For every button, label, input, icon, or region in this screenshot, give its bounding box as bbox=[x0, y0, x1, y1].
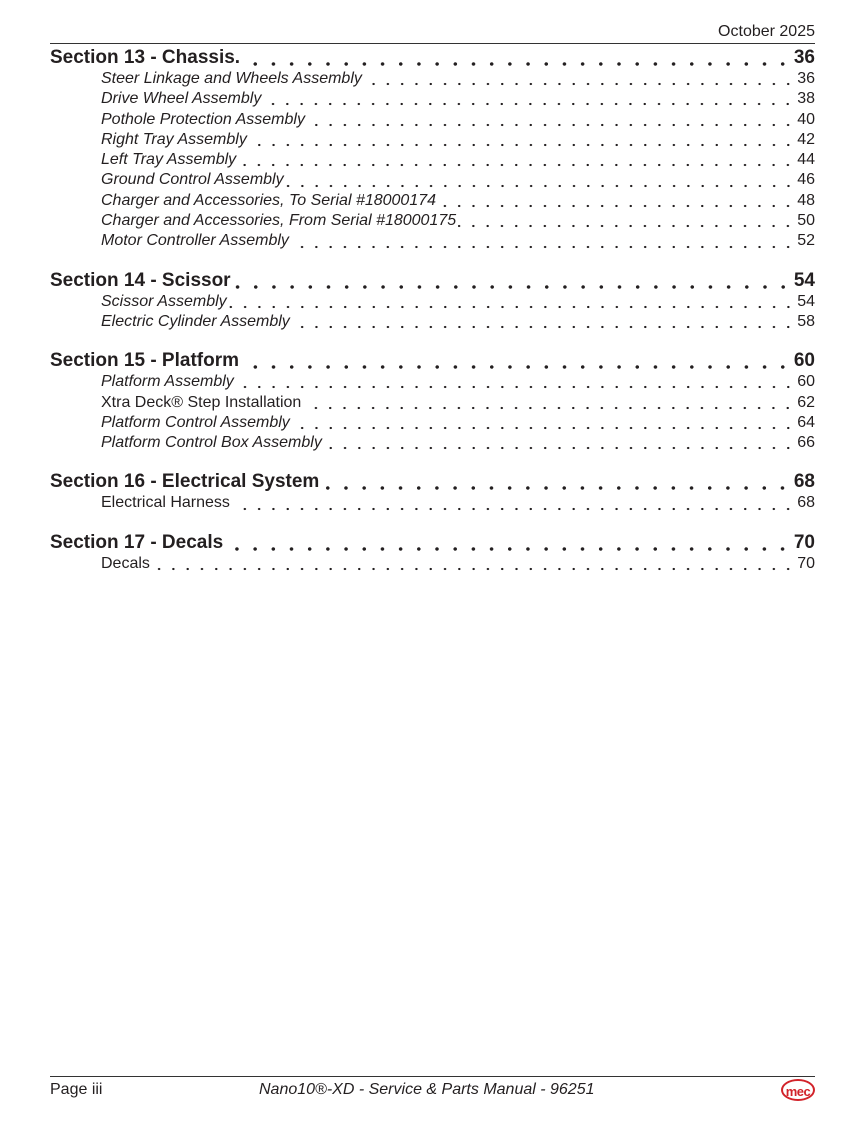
header-date: October 2025 bbox=[718, 23, 815, 40]
toc-page-number: 36 bbox=[797, 70, 815, 87]
toc-title: Motor Controller Assembly bbox=[101, 232, 289, 250]
toc-entry[interactable] bbox=[50, 191, 815, 211]
toc-page-number: 46 bbox=[797, 171, 815, 189]
toc-section bbox=[50, 47, 815, 252]
toc-page-number: 42 bbox=[797, 130, 815, 148]
dot-leader bbox=[292, 426, 795, 430]
dot-leader bbox=[324, 446, 795, 450]
toc-entry[interactable] bbox=[50, 150, 815, 170]
toc-title: Section 16 - Electrical System bbox=[50, 471, 320, 493]
dot-leader bbox=[364, 82, 795, 86]
toc-title: Right Tray Assembly bbox=[101, 130, 247, 148]
toc-entry[interactable] bbox=[50, 554, 815, 574]
toc-page-number: 60 bbox=[797, 373, 815, 391]
toc-title: Steer Linkage and Wheels Assembly bbox=[101, 70, 362, 87]
toc-title: Drive Wheel Assembly bbox=[101, 90, 262, 108]
toc-entry[interactable] bbox=[50, 211, 815, 231]
toc-title: Section 13 - Chassis. bbox=[50, 47, 241, 68]
section-heading[interactable] bbox=[50, 471, 815, 493]
toc-entry[interactable] bbox=[50, 312, 815, 332]
dot-leader bbox=[232, 507, 795, 511]
toc-section bbox=[50, 532, 815, 574]
toc-page-number: 58 bbox=[797, 312, 815, 330]
toc-section bbox=[50, 471, 815, 513]
toc-title: Platform Control Assembly bbox=[101, 413, 290, 431]
toc-page-number: 52 bbox=[797, 232, 815, 250]
toc-entry[interactable] bbox=[50, 413, 815, 433]
toc-title: Section 14 - Scissor bbox=[50, 269, 231, 291]
toc-page-number: 68 bbox=[797, 494, 815, 512]
toc-entry[interactable] bbox=[50, 110, 815, 130]
toc-page-number: 44 bbox=[797, 151, 815, 169]
dot-leader bbox=[321, 486, 792, 490]
toc-title: Section 15 - Platform bbox=[50, 350, 239, 372]
toc-title: Electrical Harness bbox=[101, 494, 230, 512]
toc-entry[interactable] bbox=[50, 170, 815, 190]
toc-page-number: 70 bbox=[797, 554, 815, 572]
toc-page-number: 54 bbox=[793, 269, 815, 291]
toc-title: Electric Cylinder Assembly bbox=[101, 312, 290, 330]
toc-title: Ground Control Assembly bbox=[101, 171, 284, 189]
section-heading[interactable] bbox=[50, 270, 815, 292]
toc-page-number: 60 bbox=[793, 350, 815, 372]
toc-entry[interactable] bbox=[50, 69, 815, 89]
dot-leader bbox=[249, 143, 795, 147]
toc-title: Xtra Deck® Step Installation bbox=[101, 393, 302, 411]
dot-leader bbox=[225, 547, 792, 551]
toc-section bbox=[50, 270, 815, 333]
dot-leader bbox=[152, 567, 795, 571]
toc-title: Charger and Accessories, To Serial #18000174 bbox=[101, 191, 437, 209]
toc-page-number: 62 bbox=[797, 393, 815, 411]
toc-title: Left Tray Assembly bbox=[101, 151, 237, 169]
header-rule bbox=[50, 43, 815, 44]
dot-leader bbox=[307, 123, 795, 127]
toc-entry[interactable] bbox=[50, 493, 815, 513]
dot-leader bbox=[241, 365, 792, 369]
dot-leader bbox=[291, 245, 795, 249]
toc-title: Platform Control Box Assembly bbox=[101, 434, 322, 452]
toc-page-number: 50 bbox=[797, 212, 815, 230]
footer-manual-title: Nano10®-XD - Service & Parts Manual - 96251 bbox=[259, 1081, 595, 1098]
dot-leader bbox=[233, 285, 792, 289]
toc-page-number: 70 bbox=[793, 531, 815, 553]
toc-entry[interactable] bbox=[50, 231, 815, 251]
toc-page-number: 48 bbox=[797, 191, 815, 209]
toc-entry[interactable] bbox=[50, 433, 815, 453]
section-heading[interactable] bbox=[50, 47, 815, 69]
toc-title: Decals bbox=[101, 554, 150, 572]
dot-leader bbox=[286, 184, 796, 188]
toc-entry[interactable] bbox=[50, 393, 815, 413]
dot-leader bbox=[236, 385, 795, 389]
footer-rule bbox=[50, 1076, 815, 1077]
toc-page-number: 38 bbox=[797, 90, 815, 108]
footer-page-number: Page iii bbox=[50, 1081, 103, 1098]
toc-page-number: 54 bbox=[797, 292, 815, 310]
table-of-contents bbox=[50, 47, 815, 574]
dot-leader bbox=[292, 325, 795, 329]
dot-leader bbox=[458, 224, 795, 228]
toc-title: Scissor Assembly bbox=[101, 292, 227, 310]
dot-leader bbox=[242, 62, 792, 66]
toc-title: Platform Assembly bbox=[101, 373, 234, 391]
toc-title: Pothole Protection Assembly bbox=[101, 110, 305, 128]
toc-entry[interactable] bbox=[50, 292, 815, 312]
dot-leader bbox=[263, 102, 795, 106]
toc-entry[interactable] bbox=[50, 130, 815, 150]
dot-leader bbox=[229, 305, 796, 309]
section-heading[interactable] bbox=[50, 532, 815, 554]
toc-page-number: 68 bbox=[793, 471, 815, 493]
dot-leader bbox=[303, 406, 795, 410]
toc-section bbox=[50, 350, 815, 453]
toc-page-number: 40 bbox=[797, 110, 815, 128]
section-heading[interactable] bbox=[50, 350, 815, 372]
toc-entry[interactable] bbox=[50, 372, 815, 392]
toc-page-number: 66 bbox=[797, 434, 815, 452]
toc-page-number: 64 bbox=[797, 413, 815, 431]
toc-title: Section 17 - Decals bbox=[50, 531, 224, 553]
toc-title: Charger and Accessories, From Serial #18000175 bbox=[101, 212, 457, 230]
dot-leader bbox=[438, 204, 795, 208]
mec-logo: mec bbox=[781, 1079, 815, 1101]
toc-page-number: 36 bbox=[793, 47, 815, 68]
toc-entry[interactable] bbox=[50, 89, 815, 109]
dot-leader bbox=[238, 163, 795, 167]
